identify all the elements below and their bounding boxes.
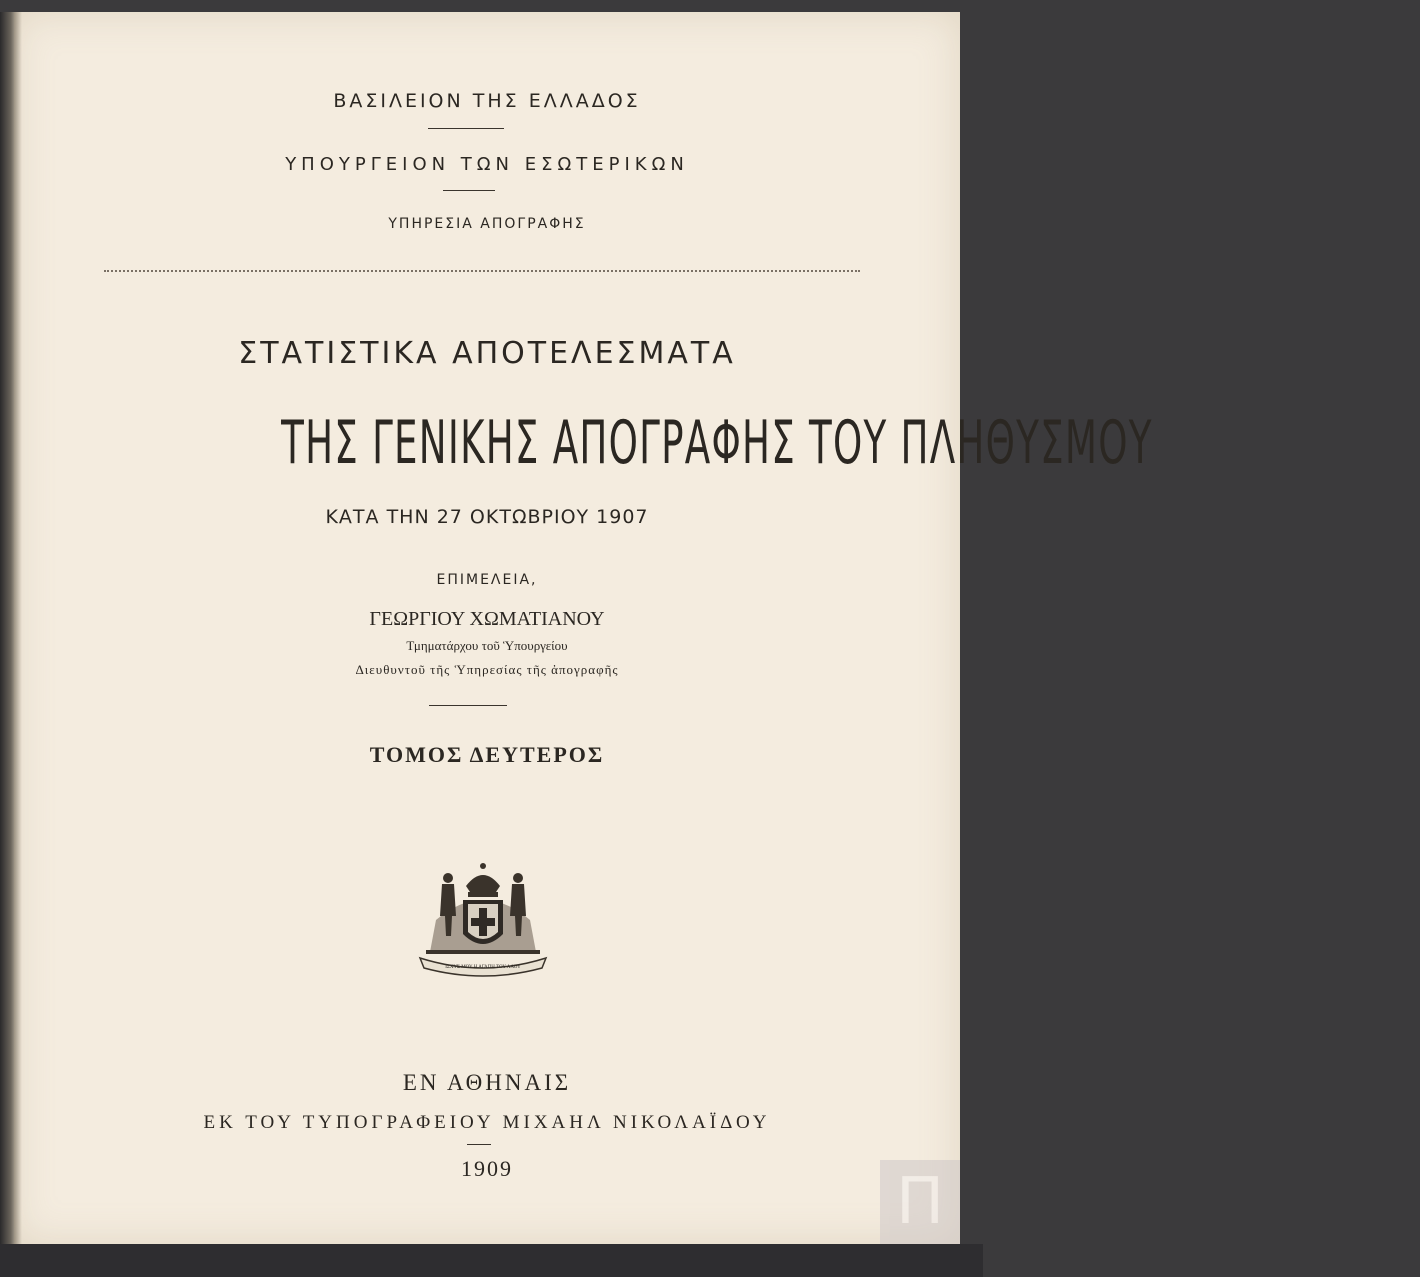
title-line-2: ΤΗΣ ΓΕΝΙΚΗΣ ΑΠΟΓΡΑΦΗΣ ΤΟΥ ΠΛΗΘΥΣΜΟΥ (281, 408, 1153, 478)
dotted-separator (104, 270, 860, 272)
imprint-city: ΕΝ ΑΘΗΝΑΙΣ (402, 1070, 572, 1095)
scan-bottom-edge (0, 1244, 983, 1277)
volume-title: ΤΟΜΟΣ ΔΕΥΤΕΡΟΣ (369, 742, 605, 767)
divider-3 (429, 705, 507, 706)
editor-name: ΓΕΩΡΓΙΟΥ ΧΩΜΑΤΙΑΝΟΥ (369, 608, 605, 630)
title-line-1: ΣΤΑΤΙΣΤΙΚΑ ΑΠΟΤΕΛΕΣΜΑΤΑ (238, 336, 736, 371)
imprint-year: 1909 (461, 1156, 513, 1181)
motto-text: ΙΣΧΥΣ ΜΟΥ Η ΑΓΑΠΗ ΤΟΥ ΛΑΟΥ (445, 965, 521, 970)
crown-icon (466, 863, 500, 897)
divider-1 (428, 128, 504, 129)
greek-coat-of-arms-icon (416, 860, 550, 978)
editor-label: ΕΠΙΜΕΛΕΙΑ, (436, 572, 538, 588)
kingdom-heading: ΒΑΣΙΛΕΙΟΝ ΤΗΣ ΕΛΛΑΔΟΣ (333, 90, 641, 112)
library-logo-glyph: Π (895, 1165, 945, 1239)
title-page (14, 12, 1153, 1244)
ministry-heading: ΥΠΟΥΡΓΕΙΟΝ ΤΩΝ ΕΣΩΤΕΡΙΚΩΝ (285, 154, 689, 175)
divider-2 (443, 190, 495, 191)
editor-role-2: Διευθυντοῦ τῆς Ὑπηρεσίας τῆς ἀπογραφῆς (355, 662, 619, 677)
imprint-printer: ΕΚ ΤΟΥ ΤΥΠΟΓΡΑΦΕΙΟΥ ΜΙΧΑΗΛ ΝΙΚΟΛΑΪΔΟΥ (203, 1112, 771, 1133)
editor-role-1: Τμηματάρχου τοῦ Ὑπουργείου (406, 638, 568, 653)
census-date: ΚΑΤΑ ΤΗΝ 27 ΟΚΤΩΒΡΙΟΥ 1907 (325, 506, 649, 528)
service-heading: ΥΠΗΡΕΣΙΑ ΑΠΟΓΡΑΦΗΣ (388, 216, 586, 232)
library-logo-icon (880, 1160, 960, 1244)
title-line-2-wrap (14, 408, 1153, 478)
page-gutter-shadow (14, 12, 22, 1244)
divider-4 (467, 1144, 491, 1145)
